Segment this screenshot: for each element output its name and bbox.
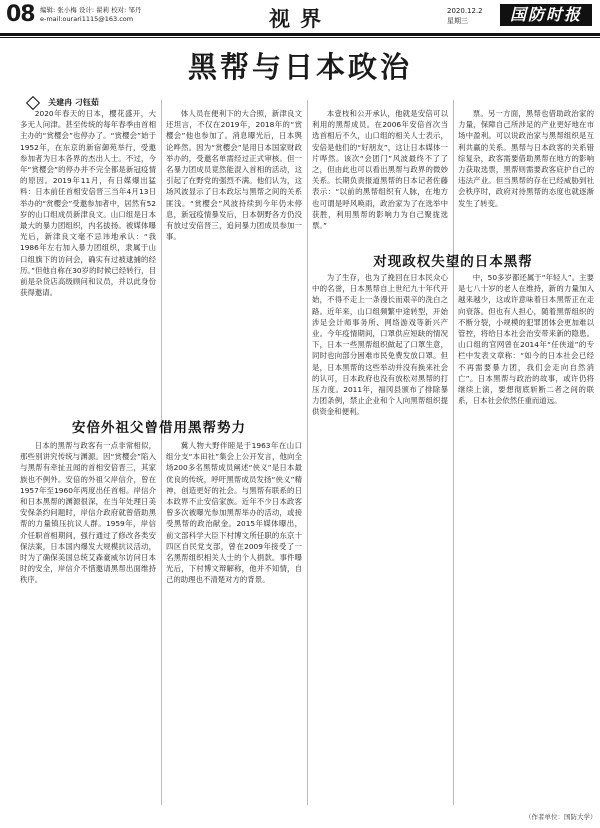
paragraph: 为了生存，也为了挽回在日本民众心中的名誉，日本黑帮自上世纪九十年代开始，不得不走上一条漫长而艰辛的洗白之路。近年来，山口组频繁中途转型，开始涉足会计师事务所、网络游戏等新兴产业。今年疫情期间，口罩供应短缺的情况下，日本一些黑帮组织做起了口罩生意，同时也向部分困难市民免费发放口罩。但是，日本黑帮的这些举动并没有换来社会的认可，日本政府也没有放松对黑帮的打压力度。2011年，福冈县颁布了排除暴力团条例，禁止企业和个人向黑帮组织提供资金和便利。 (312, 273, 448, 417)
header-rule-thick (0, 33, 600, 36)
article-title: 黑帮与日本政治 (187, 50, 412, 84)
paragraph: 票。另一方面，黑帮也借助政治家的力量，保障自己所涉足的产业更好地在市场中盈利。可以说政治家与黑帮组织是互利共赢的关系。黑帮与日本政客的关系错综复杂，政客需要借助黑帮在地方的影响力获取选票，黑帮则需要政客庇护自己的违法产业。但当黑帮的存在已经威胁到社会秩序时，政府对待黑帮的态度也就逐渐发生了转变。 (458, 109, 594, 208)
column-1-bottom (20, 440, 156, 808)
author-affiliation-note: （作者单位：国防大学） (525, 813, 597, 821)
paragraph: 冀人物大野伴睦是于1963年在山口组分支“本田社”集会上公开发言，他向全场200多名黑帮成员阐述“侠义”是日本最优良的传统，呼吁黑帮成员发扬“侠义”精神，创造更好的社会。与黑帮有联系的日本政界不止安倍家族。近年不少日本政客曾多次被曝光参加黑帮举办的活动，或接受黑帮的政治献金。2015年媒体曝出，前文部科学大臣下村博文所任职的东京十四区自民党支部，曾在2009年接受了一名黑帮组织相关人士的个人捐款。事件曝光后，下村博文辩解称，他并不知情，自己的助理也不清楚对方的背景。 (166, 441, 302, 585)
column-3-top (312, 108, 448, 243)
column-divider (307, 100, 308, 805)
paragraph: 本壹枝和公开承认，他就是安倍可以利用的黑帮成员。在2006年安倍首次当选首相后不久，山口组的相关人士表示，安倍是他们的“好朋友”，这让日本媒体一片哗然。该次“会团门”风波最终不了了之，但由此也可以看出黑帮与政界的微妙关系。长期负责报道黑帮的日本记者佐藤表示：“以前的黑帮组织有人脉，在地方也可谓是呼风唤雨，政治家为了在选举中获胜，利用黑帮的影响力为自己聚拢选票。” (312, 109, 448, 231)
newspaper-masthead-logo: 国防时报 (500, 4, 592, 26)
issue-date (447, 6, 483, 26)
subheading-abe-grandfather: 安倍外祖父曾借用黑帮势力 (72, 420, 246, 436)
weekday-text: 星期三 (447, 17, 468, 25)
column-4-top (458, 108, 594, 243)
header-rule-thin (0, 37, 600, 38)
column-4-bottom (458, 272, 594, 807)
paragraph: 中，50多岁都还属于“年轻人”。主要是七八十岁的老人在维持，新的力量加入越来越少，这或许意味着日本黑帮正在走向衰落。但也有人担心，随着黑帮组织的不断分裂，小规模的犯罪团体会更加难以管控，将给日本社会治安带来新的隐患。山口组的官网曾在2014年“任侠道”的专栏中发表文章称：“如今的日本社会已经不再需要暴力团，我们会走向自然消亡”。日本黑帮与政治的故事，或许仍将继续上演，要想彻底斩断二者之间的联系，日本社会依然任重而道远。 (458, 273, 594, 406)
column-divider (453, 100, 454, 805)
column-divider (161, 100, 162, 805)
column-2-top (166, 108, 302, 408)
paragraph: 日本的黑帮与政客有一点非常相似，那些别讲究传统与渊源。因“赏樱会”陷入与黑帮有牵扯丑闻的首相安倍晋三，其家族也不例外。安倍的外祖父岸信介，曾在1957年至1960年两度出任首相。岸信介和日本黑帮的渊源很深，在当年处理日美安保条约问题时，岸信介政府就曾借助黑帮的力量镇压抗议人群。1959年，岸信介任职首相期间，强行通过了修改各类安保法案，日本国内爆发大规模抗议活动，时为了确保美国总统艾森豪威尔访问日本时的安全，岸信介不惜邀请黑帮出面维持秩序。 (20, 441, 156, 585)
editor-names: 编辑: 张小梅 设计: 翟莉 校对: 邹丹 (40, 6, 142, 14)
paragraph: 体人员在便利下的大合照，新津良文还坦言，不仅在2019年，2018年的“赏樱会”他也参加了。消息曝光后，日本舆论哗然。因为“赏樱会”是用日本国家财政举办的，受邀名单需经过正式审核。但一名暴力团成员竟然能混入首相的活动，这引起了在野党的强烈不满。他们认为，这场风波显示了日本政坛与黑帮之间的关系匪浅。“赏樱会”风波持续到今年仍未停息，新冠疫情暴发后，日本朝野各方仍没有放过安倍晋三，追问暴力团成员参加一事。 (166, 109, 302, 242)
paragraph: 2020年春天的日本，樱花盛开，大多无人问津。甚至传统的每年春季由首相主办的“赏樱会”也停办了。“赏樱会”始于1952年，在东京的新宿御苑举行，受邀参加者为日本各界的杰出人士。不过，今年“赏樱会”的停办并不完全都是新冠疫情的原因。2019年11月，有日媒爆出猛料：日本前任首相安倍晋三当年4月13日举办的“赏樱会”受邀参加者中，居然有52岁的山口组成员新津良文。山口组是日本最大的暴力团组织，内名拔扬。被媒体曝光后，新津良文毫不忌讳地承认：“我1986年左右加入暴力团组织，隶属于山口组旗下的访问会，确实有过被逮捕的经历。”但他自称在30岁的时候已经转行，目前是杂货店高级顾问和议员，并以此身份获得邀请。 (20, 109, 156, 298)
page-header (0, 0, 600, 34)
byline (28, 92, 99, 107)
byline-authors: 关建冉 刁钰茹 (48, 98, 99, 107)
date-text: 2020.12.2 (447, 7, 483, 15)
column-1-top (20, 108, 156, 408)
editor-email: e-mail:ourari1115@163.com (40, 15, 134, 23)
page-number: 08 (6, 2, 35, 27)
section-title: 视界 (269, 6, 331, 31)
column-3-bottom (312, 272, 448, 808)
column-2-bottom (166, 440, 302, 808)
subheading-disappointed-yakuza: 对现政权失望的日本黑帮 (373, 254, 533, 270)
